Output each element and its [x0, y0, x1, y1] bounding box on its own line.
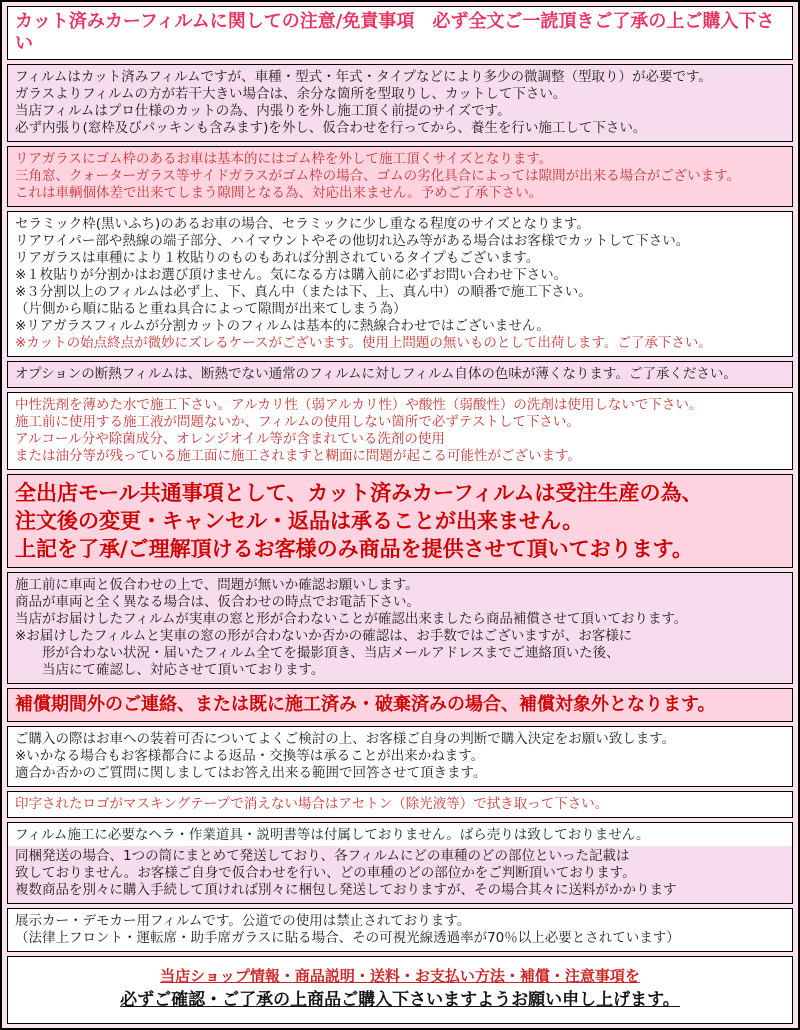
- notice-line: ※いかなる場合もお客様都合による返品・交換等は承ることが出来かねます。: [15, 748, 485, 764]
- notice-line: （片側から順に貼ると重ね具合によって隙間が出来てしまう為）: [15, 301, 407, 317]
- section-demo-car-notes: [7, 908, 793, 952]
- notice-line: 当店フィルムはプロ仕様のカットの為、内張りを外し施工頂く前提のサイズです。: [15, 103, 511, 119]
- section-footer-confirmation: [7, 956, 793, 1024]
- notice-line: 展示カー・デモカー用フィルムです。公道での使用は禁止されております。: [15, 913, 471, 929]
- notice-line: アルコール分や除菌成分、オレンジオイル等が含まれている洗剤の使用: [15, 431, 445, 447]
- shipping-notes-highlight: [8, 846, 792, 903]
- notice-line: フィルムはカット済みフィルムですが、車種・型式・年式・タイプなどにより多少の微調整（型取り）が必要です。: [15, 69, 712, 85]
- section-purchase-decision-notes: [7, 726, 793, 787]
- section-order-policy: [7, 474, 793, 568]
- section-ceramic-split-notes: [7, 211, 793, 357]
- page-title: カット済みカーフィルムに関しての注意/免責事項 必ず全文ご一読頂きご了承の上ご購入下さい: [15, 11, 775, 54]
- notice-line: 商品が車両と全く異なる場合は、仮合わせの時点でお電話下さい。: [15, 594, 420, 610]
- notice-line: ご購入の際はお車への装着可否についてよくご検討の上、お客様ご自身の判断で購入決定をお願い致します。: [15, 731, 676, 747]
- notice-line: 当店がお届けしたフィルムが実車の窓と形が合わないことが確認出来ましたら商品補償させて頂いております。: [15, 611, 688, 627]
- shop-info-link[interactable]: 当店ショップ情報・商品説明・送料・お支払い方法・補償・注意事項を: [160, 967, 640, 985]
- notice-line: フィルム施工に必要なヘラ・作業道具・説明書等は付属しておりません。ばら売りは致しておりません。: [15, 827, 650, 843]
- section-fitting-notes: [7, 64, 793, 142]
- notice-line: ※３分割以上のフィルムは必ず上、下、真ん中（または下、上、真ん中）の順番で施工下さい。: [15, 284, 592, 300]
- notice-line: 形が合わない状況・届いたフィルム全てを撮影頂き、当店メールアドレスまでご連絡頂いた後、: [15, 645, 620, 661]
- section-detergent-notes: [7, 392, 793, 470]
- notice-line: 同梱発送の場合、1つの筒にまとめて発送しており、各フィルムにどの車種のどの部位といった記載は: [15, 848, 630, 864]
- notice-line: ※リアガラスフィルムが分割カットのフィルムは基本的に熱線合わせではございません。: [15, 318, 550, 334]
- section-logo-removal-note: [7, 791, 793, 818]
- notice-line: 中性洗剤を薄めた水で施工下さい。アルカリ性（弱アルカリ性）や酸性（弱酸性）の洗剤は使用しないで下さい。: [15, 397, 703, 413]
- section-insulation-note: [7, 361, 793, 388]
- notice-line: 施工前に使用する施工液が問題ないか、フィルムの使用しない箇所で必ずテストして下さい。: [15, 414, 580, 430]
- notice-line: オプションの断熱フィルムは、断熱でない通常のフィルムに対しフィルム自体の色味が薄くなります。ご了承ください。: [15, 366, 737, 382]
- section-warranty-notice: [7, 688, 793, 722]
- notice-line: 三角窓、クォーターガラス等サイドガラスがゴム枠の場合、ゴムの劣化具合によっては隙間が出来る場合がございます。: [15, 168, 741, 184]
- notice-line: 適合か否かのご質問に関しましてはお答え出来る範囲で回答させて頂きます。: [15, 765, 487, 781]
- notice-line: ※お届けしたフィルムと実車の窓の形が合わないか否かの確認は、お手数ではございますが、お客様に: [15, 628, 633, 644]
- notice-warning-line: 印字されたロゴがマスキングテープで消えない場合はアセトン（除光液等）で拭き取って下さい。: [15, 796, 609, 812]
- policy-headline-line: 注文後の変更・キャンセル・返品は承ることが出来ません。: [15, 509, 584, 533]
- notice-line: リアガラスは車種により１枚貼りのものもあれば分割されているタイプもございます。: [15, 250, 540, 266]
- notice-line: ガラスよりフィルムの方が若干大きい場合は、余分な箇所を型取りし、カットして下さい。: [15, 86, 567, 102]
- notice-line: ※１枚貼りが分割かはお選び頂けません。気になる方は購入前に必ずお問い合わせ下さい。: [15, 267, 568, 283]
- policy-headline-line: 全出店モール共通事項として、カット済みカーフィルムは受注生産の為、: [15, 481, 703, 505]
- notice-line: リアワイパー部や熱線の端子部分、ハイマウントやその他切れ込み等がある場合はお客様でカットして下さい。: [15, 233, 690, 249]
- notice-line: リアガラスにゴム枠のあるお車は基本的にはゴム枠を外して施工頂くサイズとなります。: [15, 151, 553, 167]
- section-shipping-notes: [7, 822, 793, 904]
- section-rubber-frame-notes: [7, 146, 793, 207]
- notice-line: セラミック枠(黒いふち)のあるお車の場合、セラミックに少し重なる程度のサイズとなります。: [15, 216, 590, 232]
- notice-line: 複数商品を別々に購入手続して頂ければ別々に梱包し発送しておりますが、その場合其々に送料がかかります: [15, 882, 677, 898]
- notice-line: これは車輌個体差で出来てしまう隙間となる為、対応出来ません。予めご了承下さい。: [15, 185, 543, 201]
- notice-line: または油分等が残っている施工面に施工されますと糊面に問題が起こる可能性がございます。: [15, 448, 581, 464]
- notice-line: 必ず内張り(窓枠及びパッキンも含みます)を外し、仮合わせを行ってから、養生を行い施工して下さい。: [15, 120, 647, 136]
- notice-line: （法律上フロント・運転席・助手席ガラスに貼る場合、その可視光線透過率が70％以上必要とされています）: [15, 930, 680, 946]
- notice-line: 当店にて確認し、対応させて頂いております。: [15, 662, 325, 678]
- warranty-headline: 補償期間外のご連絡、または既に施工済み・破棄済みの場合、補償対象外となります。: [15, 694, 716, 715]
- footer-confirm-text: 必ずご確認・ご了承の上商品ご購入下さいますようお願い申し上げます。: [120, 990, 680, 1010]
- section-verification-notes: [7, 572, 793, 684]
- notice-line: 致しておりません。お客様ご自身で仮合わせを行い、どの車種のどの部位かをご判断頂いております。: [15, 865, 636, 881]
- notice-warning-line: ※カットの始点終点が微妙にズレるケースがございます。使用上問題の無いものとして出荷します。ご了承下さい。: [15, 335, 712, 351]
- policy-headline-line: 上記を了承/ご理解頂けるお客様のみ商品を提供させて頂いております。: [15, 537, 693, 561]
- notice-line: 施工前に車両と仮合わせの上で、問題が無いか確認お願いします。: [15, 577, 419, 593]
- notice-title-bar: [7, 6, 793, 60]
